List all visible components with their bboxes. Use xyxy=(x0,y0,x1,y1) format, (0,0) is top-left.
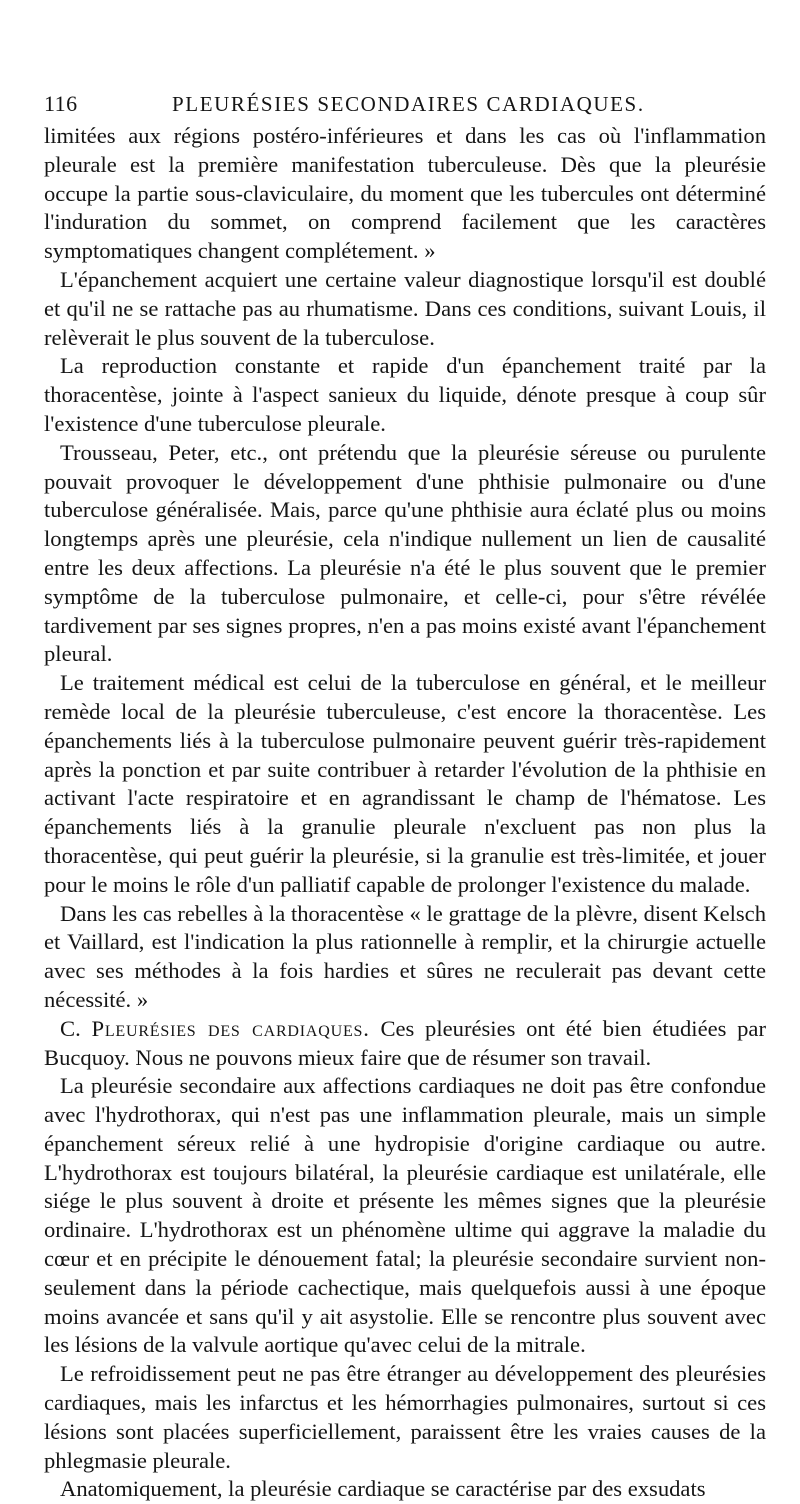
paragraph-continued: limitées aux régions postéro-inférieures et dans les cas où l'inflammation pleurale est la première manifestation tuberculeuse. Dès que la pleurésie occupe la partie sous-claviculaire, du moment que les tubercules ont déterminé l'induration du sommet, on comprend facilement que les caractères symptomatiques changent complétement. » xyxy=(44,123,766,264)
paragraph: L'épanchement acquiert une certaine valeur diagnostique lorsqu'il est doublé et qu'il ne se rattache pas au rhumatisme. Dans ces conditions, suivant Louis, il relèverait le plus souvent de la tuberculose. xyxy=(44,266,766,350)
paragraph: Dans les cas rebelles à la thoracentèse « le grattage de la plèvre, disent Kelsch et Vaillard, est l'indication la plus rationnelle à remplir, et la chirurgie actuelle avec ses méthodes à la fois hardies et sûres ne reculerait pas devant cette nécessité. » xyxy=(44,900,766,1012)
book-page xyxy=(44,86,766,1504)
section-text: Ces pleurésies ont été bien étudiées par Bucquoy. Nous ne pouvons mieux faire que de résumer son travail. xyxy=(44,1015,766,1070)
page-header xyxy=(44,86,766,120)
paragraph: La reproduction constante et rapide d'un épanchement traité par la thoracentèse, jointe à l'aspect sanieux du liquide, dénote presque à coup sûr l'existence d'une tuberculose pleurale. xyxy=(44,353,766,436)
section-label: C. xyxy=(60,1015,81,1041)
section-paragraph xyxy=(44,1015,766,1073)
paragraph: Le traitement médical est celui de la tuberculose en général, et le meilleur remède local de la pleurésie tuberculeuse, c'est encore la thoracentèse. Les épanchements liés à la tuberculose pulmonaire peuvent guérir très-rapidement après la ponction et par suite contribuer à retarder l'évolution de la phthisie en activant l'acte respiratoire et en agrandissant le champ de l'hématose. Les épanchements liés à la granulie pleurale n'excluent pas non plus la thoracentèse, qui peut guérir la pleurésie, si la granulie est très-limitée, et jouer pour le moins le rôle d'un palliatif capable de prolonger l'existence du malade. xyxy=(44,670,766,897)
paragraph: Le refroidissement peut ne pas être étranger au développement des pleurésies cardiaques, mais les infarctus et les hémorrhagies pulmonaires, surtout si ces lésions sont placées superficiellement, paraissent être les vraies causes de la phlegmasie pleurale. xyxy=(44,1361,766,1473)
paragraph: Trousseau, Peter, etc., ont prétendu que la pleurésie séreuse ou purulente pouvait provoquer le développement d'une phthisie pulmonaire ou d'une tuberculose généralisée. Mais, parce qu'une phthisie aura éclaté plus ou moins longtemps après une pleurésie, cela n'indique nullement un lien de causalité entre les deux affections. La pleurésie n'a été le plus souvent que le premier symptôme de la tuberculose pulmonaire, et celle-ci, pour s'être révélée tardivement par ses signes propres, n'en a pas moins existé avant l'épanchement pleural. xyxy=(44,439,766,667)
running-title: PLEURÉSIES SECONDAIRES CARDIAQUES. xyxy=(172,92,645,116)
paragraph: La pleurésie secondaire aux affections cardiaques ne doit pas être confondue avec l'hydrothorax, qui n'est pas une inflammation pleurale, mais un simple épanchement séreux relié à une hydropisie d'origine cardiaque ou autre. L'hydrothorax est toujours bilatéral, la pleurésie cardiaque est unilatérale, elle siége le plus souvent à droite et présente les mêmes signes que la pleurésie ordinaire. L'hydrothorax est un phénomène ultime qui aggrave la maladie du cœur et en précipite le dénouement fatal; la pleurésie secondaire survient non-seulement dans la période cachectique, mais quelquefois aussi à une époque moins avancée et sans qu'il y ait asystolie. Elle se rencontre plus souvent avec les lésions de la valvule aortique qu'avec celui de la mitrale. xyxy=(44,1073,766,1358)
section-heading: Pleurésies des cardiaques. xyxy=(91,1015,370,1041)
page-number: 116 xyxy=(44,91,78,116)
paragraph-last: Anatomiquement, la pleurésie cardiaque se caractérise par des exsudats xyxy=(60,1476,706,1502)
